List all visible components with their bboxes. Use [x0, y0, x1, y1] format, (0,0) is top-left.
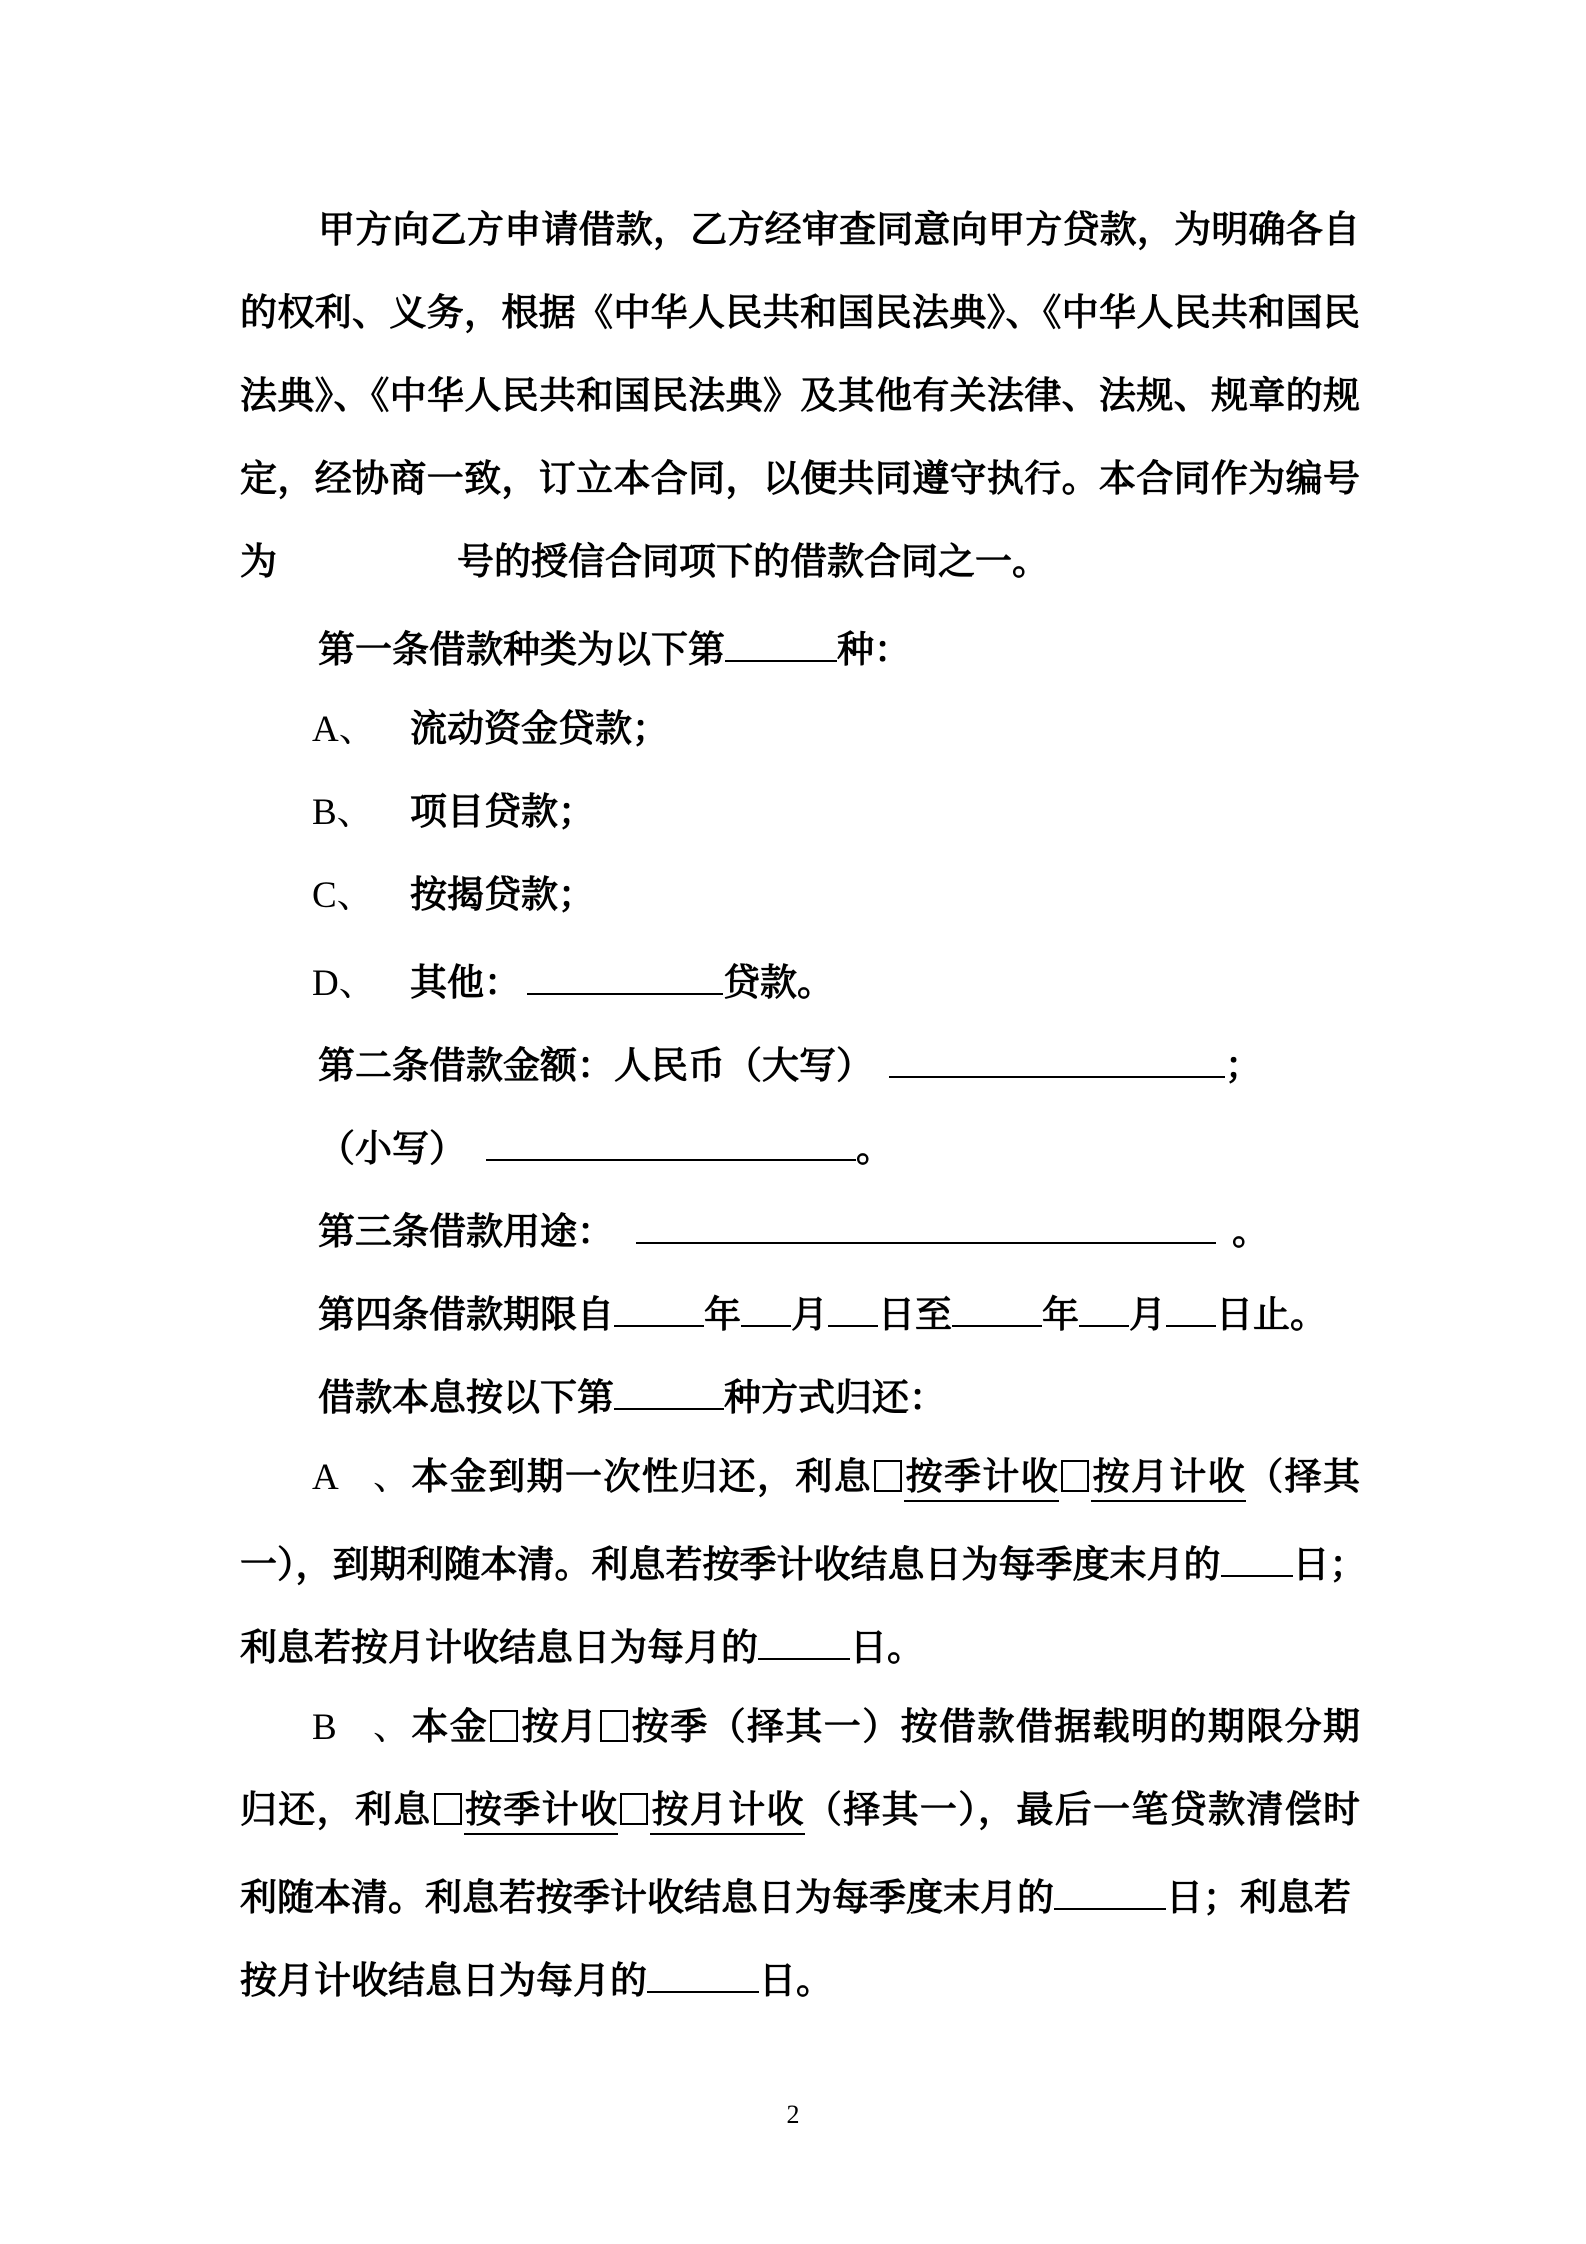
intro-line-3: 法典》、《中华人民共和国民法典》及其他有关法律、法规、规章的规	[240, 374, 1360, 417]
option-c-letter: C、	[312, 875, 374, 916]
interest-quarterly-label-b: 按季计收	[464, 1788, 619, 1835]
principal-quarterly-label: 按季	[630, 1705, 709, 1748]
option-b-letter: B、	[312, 792, 374, 833]
repay-option-a-line-2-text: 一），到期利随本清。利息若按季计收结息日为每季度末月的	[240, 1543, 1221, 1586]
repay-option-a-line-2-end: 日；	[1292, 1543, 1367, 1586]
repayment-method-line	[318, 1368, 1438, 1418]
option-a-letter: A、	[312, 709, 376, 750]
end-month-blank[interactable]	[1079, 1285, 1129, 1327]
repay-option-b-text: （择其一）按借款借据载明的期限分期	[708, 1705, 1361, 1748]
repayment-method-blank[interactable]	[614, 1368, 724, 1410]
option-d-letter: D、	[312, 963, 376, 1004]
interest-monthly-checkbox-b[interactable]	[620, 1793, 648, 1825]
amount-figures-label: （小写）	[318, 1127, 466, 1170]
repay-option-b-line-2	[240, 1785, 1360, 1835]
repay-option-a-letter: A、	[312, 1457, 410, 1498]
start-month-label: 月	[791, 1293, 828, 1336]
article-1-suffix: 种：	[837, 628, 911, 671]
intro-line-5-prefix: 为	[240, 540, 277, 583]
article-2-title	[318, 1036, 1438, 1086]
loan-type-blank[interactable]	[725, 620, 837, 662]
end-year-label: 年	[1042, 1293, 1079, 1336]
article-2-small	[318, 1119, 1438, 1169]
principal-quarterly-checkbox[interactable]	[600, 1710, 628, 1742]
repay-option-b-line-4-text: 按月计收结息日为每月的	[240, 1959, 647, 2002]
principal-monthly-label: 按月	[520, 1705, 599, 1748]
option-c-text: 按揭贷款；	[410, 873, 595, 916]
option-d-text: 其他：	[410, 961, 521, 1004]
repay-option-b-line-4	[240, 1951, 1360, 2001]
repay-option-a-line-3-end: 日。	[850, 1626, 924, 1669]
option-b	[312, 787, 1432, 837]
repay-option-b-line-3-end: 日；利息若	[1166, 1876, 1351, 1919]
repay-option-a-line-3-text: 利息若按月计收结息日为每月的	[240, 1626, 758, 1669]
monthly-day-blank-a[interactable]	[758, 1618, 850, 1660]
repay-option-a-line-3	[240, 1618, 1360, 1668]
repay-option-b-line-3-text: 利随本清。利息若按季计收结息日为每季度末月的	[240, 1876, 1054, 1919]
article-4-title	[318, 1285, 1438, 1335]
quarterly-label: 按季计收	[904, 1455, 1059, 1502]
article-3-title	[318, 1202, 1438, 1252]
article-1-title	[318, 620, 1438, 670]
quarterly-checkbox[interactable]	[874, 1460, 902, 1492]
article-1-label: 第一条借款种类为以下第	[318, 628, 725, 671]
repay-option-b-line-4-end: 日。	[759, 1959, 833, 2002]
repay-option-b-principal: 本金	[410, 1705, 489, 1748]
other-loan-blank[interactable]	[527, 953, 723, 995]
start-year-blank[interactable]	[614, 1285, 704, 1327]
article-2-label: 第二条借款金额：人民币（大写）	[318, 1044, 873, 1087]
repay-option-a-line-2	[240, 1535, 1367, 1586]
start-day-blank[interactable]	[828, 1285, 878, 1327]
option-a	[312, 704, 1432, 754]
repay-option-b-line-2-end: （择其一），最后一笔贷款清偿时	[804, 1788, 1361, 1831]
choose-one-label: （择其	[1246, 1455, 1361, 1498]
end-day-blank[interactable]	[1166, 1285, 1216, 1327]
end-year-blank[interactable]	[952, 1285, 1042, 1327]
start-year-label: 年	[704, 1293, 741, 1336]
repay-option-b-line-2-text: 归还，利息	[240, 1788, 432, 1831]
article-2-end: ；	[1225, 1044, 1262, 1087]
intro-line-1: 甲方向乙方申请借款，乙方经审查同意向甲方贷款，为明确各自	[318, 208, 1360, 251]
intro-line-4: 定，经协商一致，订立本合同，以便共同遵守执行。本合同作为编号	[240, 457, 1360, 500]
repay-option-b-letter: B、	[312, 1707, 410, 1748]
option-d-suffix: 贷款。	[723, 961, 834, 1004]
intro-line-5	[240, 537, 1360, 587]
quarterly-day-blank-b[interactable]	[1054, 1868, 1166, 1910]
repay-option-b-line-1	[312, 1702, 1360, 1752]
intro-line-2: 的权利、义务，根据《中华人民共和国民法典》、《中华人民共和国民	[240, 291, 1360, 334]
monthly-label: 按月计收	[1091, 1455, 1246, 1502]
repay-option-b-line-3	[240, 1868, 1360, 1918]
repayment-label: 借款本息按以下第	[318, 1376, 614, 1419]
article-3-label: 第三条借款用途：	[318, 1210, 614, 1253]
option-a-text: 流动资金贷款；	[410, 707, 669, 750]
start-month-blank[interactable]	[741, 1285, 791, 1327]
amount-figures-blank[interactable]	[486, 1119, 856, 1161]
start-day-label: 日至	[878, 1293, 952, 1336]
repayment-suffix: 种方式归还：	[724, 1376, 946, 1419]
option-d	[312, 953, 1432, 1003]
interest-quarterly-checkbox-b[interactable]	[434, 1793, 462, 1825]
principal-monthly-checkbox[interactable]	[490, 1710, 518, 1742]
amount-words-blank[interactable]	[889, 1036, 1225, 1078]
end-day-label: 日止。	[1216, 1293, 1327, 1336]
end-month-label: 月	[1129, 1293, 1166, 1336]
intro-line-5-suffix: 号的授信合同项下的借款合同之一。	[457, 540, 1049, 583]
page-number: 2	[786, 2100, 800, 2129]
article-4-label: 第四条借款期限自	[318, 1293, 614, 1336]
loan-purpose-blank[interactable]	[636, 1202, 1216, 1244]
monthly-checkbox[interactable]	[1061, 1460, 1089, 1492]
repay-option-a-text: 本金到期一次性归还，利息	[410, 1455, 873, 1498]
article-2-small-end: 。	[856, 1127, 893, 1170]
monthly-day-blank-b[interactable]	[647, 1951, 759, 1993]
option-b-text: 项目贷款；	[410, 790, 595, 833]
interest-monthly-label-b: 按月计收	[650, 1788, 805, 1835]
quarterly-day-blank-a[interactable]	[1221, 1535, 1293, 1577]
option-c	[312, 870, 1432, 920]
article-3-end: 。	[1232, 1210, 1269, 1253]
repay-option-a-line-1	[312, 1452, 1360, 1502]
